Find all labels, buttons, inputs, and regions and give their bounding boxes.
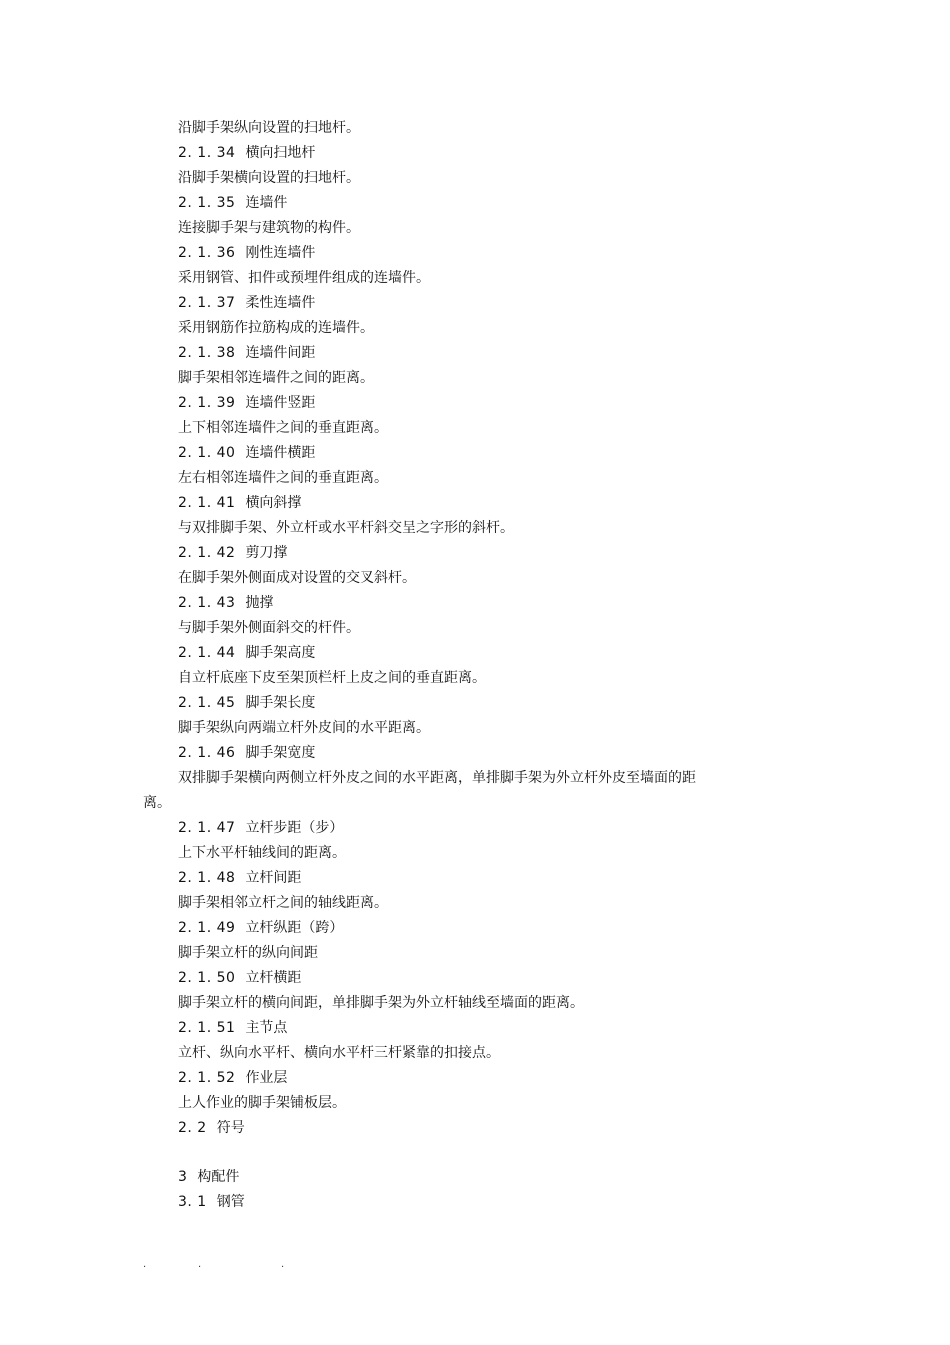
definition-text (0, 216, 950, 241)
section-heading (0, 1116, 950, 1141)
section-number: 2. 1. 52 (178, 1070, 236, 1086)
section-heading (0, 741, 950, 766)
section-title: 主节点 (245, 1020, 288, 1036)
section-heading (0, 966, 950, 991)
definition-text (0, 666, 950, 691)
definition-text (0, 166, 950, 191)
section-number: 2. 1. 44 (178, 645, 236, 661)
definition-text (0, 841, 950, 866)
section-title: 连墙件 (245, 195, 288, 211)
paragraph-text: 在脚手架外侧面成对设置的交叉斜杆。 (178, 570, 416, 586)
section-number: 2. 1. 40 (178, 445, 236, 461)
section-number: 2. 1. 39 (178, 395, 236, 411)
section-title: 钢管 (216, 1194, 245, 1210)
section-heading (0, 591, 950, 616)
definition-text (0, 316, 950, 341)
section-title: 作业层 (245, 1070, 288, 1086)
section-heading (0, 141, 950, 166)
section-heading (0, 1066, 950, 1091)
section-number: 2. 1. 37 (178, 295, 236, 311)
definition-text (0, 766, 950, 791)
section-title: 构配件 (197, 1169, 240, 1185)
section-heading (0, 291, 950, 316)
section-title: 立杆步距（步） (245, 820, 344, 836)
section-title: 脚手架长度 (245, 695, 316, 711)
paragraph-text: 沿脚手架横向设置的扫地杆。 (178, 170, 360, 186)
definition-text (0, 416, 950, 441)
definition-text (0, 891, 950, 916)
section-title: 柔性连墙件 (245, 295, 316, 311)
section-number: 2. 1. 45 (178, 695, 236, 711)
section-number: 2. 1. 49 (178, 920, 236, 936)
section-heading (0, 341, 950, 366)
section-heading (0, 641, 950, 666)
section-title: 连墙件竖距 (245, 395, 316, 411)
definition-text (0, 716, 950, 741)
definition-text (0, 991, 950, 1016)
paragraph-text: 与双排脚手架、外立杆或水平杆斜交呈之字形的斜杆。 (178, 520, 514, 536)
paragraph-text: 沿脚手架纵向设置的扫地杆。 (178, 120, 360, 136)
blank-line (0, 1141, 950, 1165)
section-title: 立杆纵距（跨） (245, 920, 344, 936)
section-number: 2. 1. 50 (178, 970, 236, 986)
section-heading (0, 191, 950, 216)
section-title: 立杆横距 (245, 970, 302, 986)
paragraph-text: 立杆、纵向水平杆、横向水平杆三杆紧靠的扣接点。 (178, 1045, 500, 1061)
paragraph-text: 脚手架相邻连墙件之间的距离。 (178, 370, 374, 386)
section-title: 抛撑 (245, 595, 274, 611)
section-number: 2. 1. 47 (178, 820, 236, 836)
paragraph-text: 双排脚手架横向两侧立杆外皮之间的水平距离，单排脚手架为外立杆外皮至墙面的距 (178, 770, 696, 786)
footer-dot: . (198, 1259, 202, 1270)
section-title: 脚手架宽度 (245, 745, 316, 761)
definition-text (0, 466, 950, 491)
section-heading (0, 441, 950, 466)
section-title: 符号 (216, 1120, 245, 1136)
paragraph-text: 采用钢管、扣件或预埋件组成的连墙件。 (178, 270, 430, 286)
paragraph-text: 脚手架立杆的纵向间距 (178, 945, 318, 961)
section-number: 3. 1 (178, 1194, 207, 1210)
definition-text (0, 616, 950, 641)
section-number: 2. 1. 34 (178, 145, 236, 161)
footer-dots (0, 1258, 950, 1272)
section-number: 2. 2 (178, 1120, 207, 1136)
section-heading (0, 816, 950, 841)
paragraph-text: 上人作业的脚手架铺板层。 (178, 1095, 346, 1111)
section-heading (0, 1190, 950, 1215)
paragraph-text: 上下相邻连墙件之间的垂直距离。 (178, 420, 388, 436)
section-number: 2. 1. 36 (178, 245, 236, 261)
section-number: 3 (178, 1169, 188, 1185)
definition-text (0, 1091, 950, 1116)
definition-text (0, 941, 950, 966)
section-number: 2. 1. 35 (178, 195, 236, 211)
definition-text (0, 516, 950, 541)
section-number: 2. 1. 48 (178, 870, 236, 886)
section-number: 2. 1. 42 (178, 545, 236, 561)
section-number: 2. 1. 41 (178, 495, 236, 511)
section-heading (0, 491, 950, 516)
paragraph-text: 左右相邻连墙件之间的垂直距离。 (178, 470, 388, 486)
definition-text (0, 116, 950, 141)
section-heading (0, 1016, 950, 1041)
section-number: 2. 1. 51 (178, 1020, 236, 1036)
paragraph-text: 采用钢筋作拉筋构成的连墙件。 (178, 320, 374, 336)
section-title: 连墙件间距 (245, 345, 316, 361)
paragraph-text: 脚手架立杆的横向间距，单排脚手架为外立杆轴线至墙面的距离。 (178, 995, 584, 1011)
paragraph-text: 离。 (143, 795, 171, 811)
definition-text (0, 366, 950, 391)
paragraph-text: 上下水平杆轴线间的距离。 (178, 845, 346, 861)
section-heading (0, 391, 950, 416)
section-heading (0, 541, 950, 566)
section-heading (0, 866, 950, 891)
section-title: 剪刀撑 (245, 545, 288, 561)
section-number: 2. 1. 38 (178, 345, 236, 361)
section-title: 刚性连墙件 (245, 245, 316, 261)
section-title: 横向斜撑 (245, 495, 302, 511)
section-number: 2. 1. 43 (178, 595, 236, 611)
section-heading (0, 1165, 950, 1190)
section-number: 2. 1. 46 (178, 745, 236, 761)
paragraph-text: 脚手架相邻立杆之间的轴线距离。 (178, 895, 388, 911)
definition-text (0, 566, 950, 591)
document-body (0, 116, 950, 1215)
paragraph-text: 脚手架纵向两端立杆外皮间的水平距离。 (178, 720, 430, 736)
paragraph-continuation (0, 791, 950, 816)
footer-dot: . (143, 1259, 147, 1270)
definition-text (0, 266, 950, 291)
section-heading (0, 691, 950, 716)
paragraph-text: 连接脚手架与建筑物的构件。 (178, 220, 360, 236)
section-title: 连墙件横距 (245, 445, 316, 461)
section-heading (0, 916, 950, 941)
section-title: 脚手架高度 (245, 645, 316, 661)
section-title: 立杆间距 (245, 870, 302, 886)
footer-dot: . (281, 1259, 285, 1270)
paragraph-text: 与脚手架外侧面斜交的杆件。 (178, 620, 360, 636)
section-title: 横向扫地杆 (245, 145, 316, 161)
paragraph-text: 自立杆底座下皮至架顶栏杆上皮之间的垂直距离。 (178, 670, 486, 686)
definition-text (0, 1041, 950, 1066)
section-heading (0, 241, 950, 266)
